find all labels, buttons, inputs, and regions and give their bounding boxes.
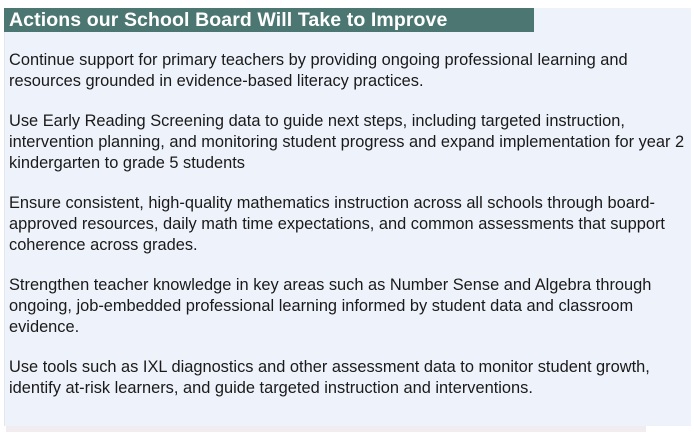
actions-list [9,50,689,418]
section-title: Actions our School Board Will Take to Improve [9,9,448,31]
action-item-3: Ensure consistent, high-quality mathematics instruction across all schools through board-approved resources, daily math time expectations, and common assessments that support coherence across grades. [9,194,665,254]
action-item-4: Strengthen teacher knowledge in key areas such as Number Sense and Algebra through ongoing, job-embedded professional learning informed by student data and classroom evidence. [9,276,652,336]
action-item-1: Continue support for primary teachers by providing ongoing professional learning and resources grounded in evidence-based literacy practices. [9,51,628,90]
bottom-divider [6,426,646,432]
action-item-5: Use tools such as IXL diagnostics and other assessment data to monitor student growth, identify at-risk learners, and guide targeted instruction and interventions. [9,358,650,397]
action-item-2: Use Early Reading Screening data to guide next steps, including targeted instruction, intervention planning, and monitoring student progress and expand implementation for year 2 kindergarten to grade 5 students [9,112,685,172]
